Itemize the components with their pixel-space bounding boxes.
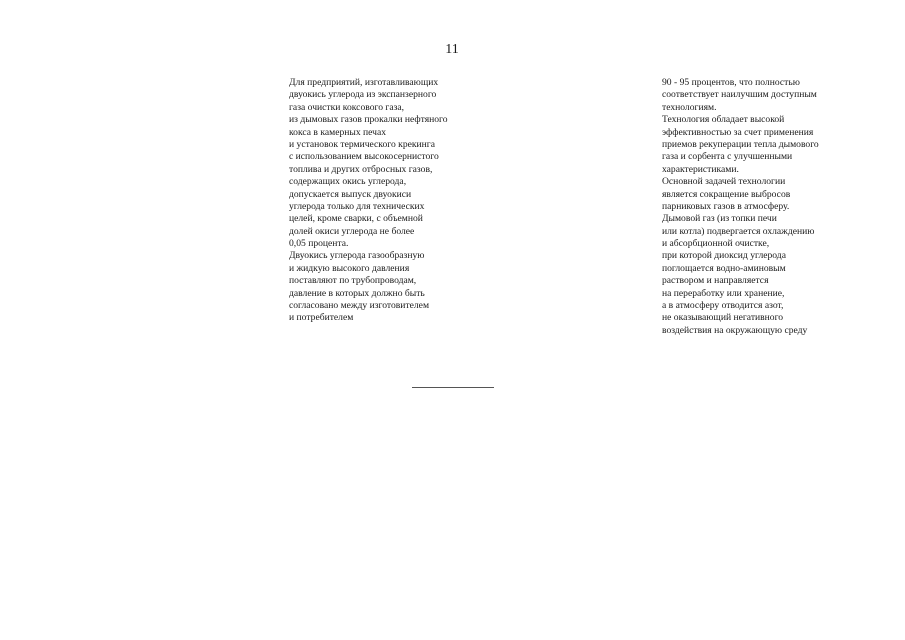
text-line: является сокращение выбросов bbox=[662, 188, 791, 200]
text-line: углерода только для технических bbox=[289, 200, 425, 212]
text-line: Дымовой газ (из топки печи bbox=[662, 213, 777, 225]
text-line: 90 - 95 процентов, что полностью bbox=[662, 77, 800, 88]
text-line: раствором и направляется bbox=[662, 275, 769, 287]
text-line: 0,05 процента. bbox=[289, 238, 349, 250]
text-line: или котла) подвергается охлаждению bbox=[662, 225, 815, 237]
text-line: соответствует наилучшим доступным bbox=[662, 89, 817, 101]
text-line: двуокись углерода из экспанзерного bbox=[289, 89, 437, 101]
text-line: поставляют по трубопроводам, bbox=[289, 275, 417, 287]
text-line: и установок термического крекинга bbox=[289, 138, 435, 150]
text-line: согласовано между изготовителем bbox=[289, 300, 430, 312]
text-line: не оказывающий негативного bbox=[662, 312, 784, 324]
text-line: технологиям. bbox=[662, 101, 717, 113]
text-line: характеристиками. bbox=[662, 163, 739, 175]
text-line: и абсорбционной очистке, bbox=[662, 238, 770, 250]
text-line: долей окиси углерода не более bbox=[289, 225, 415, 237]
footnote-separator bbox=[412, 387, 494, 388]
text-line: Для предприятий, изготавливающих bbox=[289, 77, 439, 88]
text-line: при которой диоксид углерода bbox=[662, 250, 786, 262]
text-line: эффективностью за счет применения bbox=[662, 126, 814, 138]
text-line: а в атмосферу отводится азот, bbox=[662, 300, 784, 312]
text-line: поглощается водно-аминовым bbox=[662, 262, 786, 274]
text-line: целей, кроме сварки, с объемной bbox=[289, 213, 423, 225]
text-line: приемов рекуперации тепла дымового bbox=[662, 138, 819, 150]
text-line: газа и сорбента с улучшенными bbox=[662, 151, 793, 163]
text-line: из дымовых газов прокалки нефтяного bbox=[289, 114, 448, 126]
text-line: Основной задачей технологии bbox=[662, 176, 786, 188]
left-text-column bbox=[289, 77, 448, 325]
text-line: Двуокись углерода газообразную bbox=[289, 250, 425, 262]
text-line: допускается выпуск двуокиси bbox=[289, 188, 412, 200]
text-line: с использованием высокосернистого bbox=[289, 151, 439, 163]
right-text-column bbox=[662, 77, 819, 337]
page-number: 11 bbox=[445, 42, 459, 57]
text-line: и потребителем bbox=[289, 312, 354, 324]
text-line: газа очистки коксового газа, bbox=[289, 101, 405, 113]
text-line: топлива и других отбросных газов, bbox=[289, 163, 433, 175]
text-line: парниковых газов в атмосферу. bbox=[662, 200, 790, 212]
text-line: и жидкую высокого давления bbox=[289, 262, 410, 274]
text-line: воздействия на окружающую среду bbox=[662, 324, 808, 336]
text-line: давление в которых должно быть bbox=[289, 287, 425, 299]
text-line: Технология обладает высокой bbox=[662, 114, 785, 126]
text-line: кокса в камерных печах bbox=[289, 126, 387, 138]
text-line: на переработку или хранение, bbox=[662, 287, 785, 299]
text-line: содержащих окись углерода, bbox=[289, 176, 407, 188]
